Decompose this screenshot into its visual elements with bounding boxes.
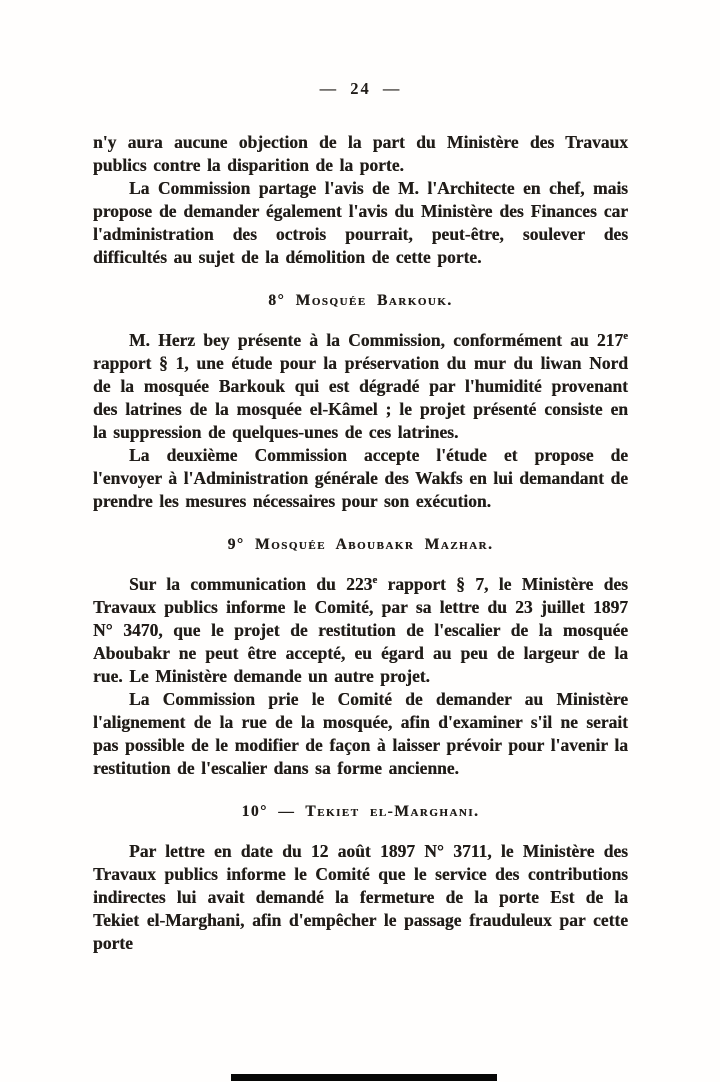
section-heading-mosquee-aboubakr-mazhar: 9° Mosquée Aboubakr Mazhar. [227, 536, 494, 553]
paragraph: La Commission prie le Comité de demander au Ministère l'alignement de la rue de la mosquée, afin d'examiner s'il ne serait pas possible de le modifier de façon à laisser prévoir pour l'avenir la restitution de l'escalier dans sa forme ancienne. [93, 689, 628, 778]
text-column [93, 131, 628, 955]
paragraph: M. Herz bey présente à la Commission, conformément au 217e rapport § 1, une étude pour la préservation du mur du liwan Nord de la mosquée Barkouk qui est dégradé par l'humidité provenant des latrines de la mosquée el-Kâmel ; le projet présenté consiste en la suppression de quelques-unes de ces latrines. [93, 330, 628, 442]
paragraph: Par lettre en date du 12 août 1897 N° 3711, le Ministère des Travaux publics informe le Comité que le service des contributions indirectes lui avait demandé la fermeture de la porte Est de la Tekiet el-Marghani, afin d'empêcher le passage frauduleux par cette porte [93, 841, 628, 953]
section-heading-mosquee-barkouk: 8° Mosquée Barkouk. [268, 292, 453, 309]
section-heading-tekiet-el-marghani: 10° — Tekiet el-Marghani. [241, 803, 480, 820]
paragraph-continuation: n'y aura aucune objection de la part du Ministère des Travaux publics contre la disparition de la porte. [93, 132, 628, 175]
page-number: — 24 — [319, 79, 402, 98]
scan-artifact-bar [231, 1074, 497, 1081]
paragraph: La Commission partage l'avis de M. l'Architecte en chef, mais propose de demander également l'avis du Ministère des Finances car l'administration des octrois pourrait, peut-être, soulever des difficultés au sujet de la démolition de cette porte. [93, 178, 628, 267]
paragraph: Sur la communication du 223e rapport § 7, le Ministère des Travaux publics informe le Comité, par sa lettre du 23 juillet 1897 N° 3470, que le projet de restitution de l'escalier de la mosquée Aboubakr ne peut être accepté, eu égard au peu de largeur de la rue. Le Ministère demande un autre projet. [93, 574, 628, 686]
paragraph: La deuxième Commission accepte l'étude et propose de l'envoyer à l'Administration générale des Wakfs en lui demandant de prendre les mesures nécessaires pour son exécution. [93, 445, 628, 511]
